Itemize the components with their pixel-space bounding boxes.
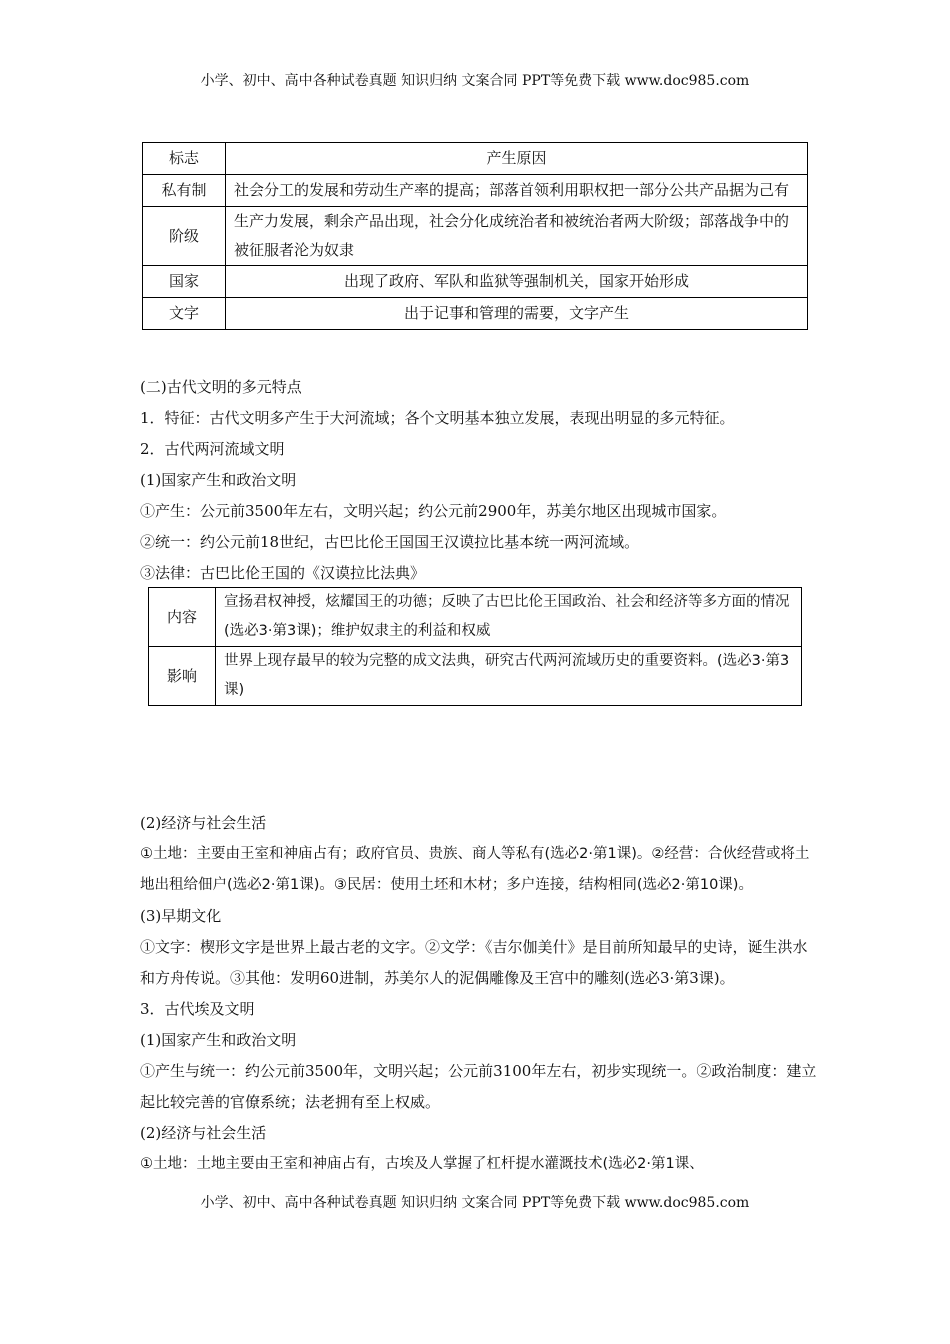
row-text: 出现了政府、军队和监狱等强制机关，国家开始形成 xyxy=(226,266,808,298)
table-row xyxy=(149,647,802,706)
paragraph: ①产生：公元前3500年左右，文明兴起；约公元前2900年，苏美尔地区出现城市国家。 xyxy=(140,502,727,520)
subsection-title: (3)早期文化 xyxy=(140,907,222,925)
row-label: 文字 xyxy=(143,298,226,330)
section-title: (二)古代文明的多元特点 xyxy=(140,378,302,396)
page-footer: 小学、初中、高中各种试卷真题 知识归纳 文案合同 PPT等免费下载 www.doc985.com xyxy=(200,1195,750,1211)
table-row xyxy=(149,588,802,647)
row-text: 宣扬君权神授，炫耀国王的功德；反映了古巴比伦王国政治、社会和经济等多方面的情况(选必3·第3课)；维护奴隶主的利益和权威 xyxy=(216,588,802,647)
subsection-title: 3．古代埃及文明 xyxy=(140,1000,255,1018)
paragraph: ①文字：楔形文字是世界上最古老的文字。②文学：《吉尔伽美什》是目前所知最早的史诗，诞生洪水和方舟传说。③其他：发明60进制，苏美尔人的泥偶雕像及王宫中的雕刻(选必3·第3课)。 xyxy=(140,938,808,987)
row-label: 阶级 xyxy=(143,207,226,266)
origin-table xyxy=(142,142,808,330)
subsection-title: (1)国家产生和政治文明 xyxy=(140,471,297,489)
table-row xyxy=(143,175,808,207)
table-header-row xyxy=(143,143,808,175)
row-label: 国家 xyxy=(143,266,226,298)
row-text: 出于记事和管理的需要，文字产生 xyxy=(226,298,808,330)
page-header: 小学、初中、高中各种试卷真题 知识归纳 文案合同 PPT等免费下载 www.doc985.com xyxy=(200,73,750,89)
row-label: 私有制 xyxy=(143,175,226,207)
table-row xyxy=(143,207,808,266)
table-row xyxy=(143,298,808,330)
subsection-title: (2)经济与社会生活 xyxy=(140,1124,267,1142)
paragraph: ②统一：约公元前18世纪，古巴比伦王国国王汉谟拉比基本统一两河流域。 xyxy=(140,533,640,551)
paragraph: ①土地：主要由王室和神庙占有；政府官员、贵族、商人等私有(选必2·第1课)。②经营：合伙经营或将土地出租给佃户(选必2·第1课)。③民居：使用土坯和木材；多户连接，结构相同(选必2·第10课)。 xyxy=(140,846,810,893)
subsection-title: 2．古代两河流域文明 xyxy=(140,440,285,458)
subsection-title: (2)经济与社会生活 xyxy=(140,814,267,832)
row-text: 社会分工的发展和劳动生产率的提高；部落首领利用职权把一部分公共产品据为己有 xyxy=(226,175,808,207)
code-table xyxy=(148,587,802,706)
paragraph: ③法律：古巴比伦王国的《汉谟拉比法典》 xyxy=(140,564,426,582)
table-header-cell: 标志 xyxy=(143,143,226,175)
subsection-title: (1)国家产生和政治文明 xyxy=(140,1031,297,1049)
table-row xyxy=(143,266,808,298)
row-text: 世界上现存最早的较为完整的成文法典，研究古代两河流域历史的重要资料。(选必3·第3课) xyxy=(216,647,802,706)
paragraph: 1．特征：古代文明多产生于大河流域；各个文明基本独立发展，表现出明显的多元特征。 xyxy=(140,409,735,427)
row-label: 内容 xyxy=(149,588,216,647)
row-label: 影响 xyxy=(149,647,216,706)
paragraph: ①土地：土地主要由王室和神庙占有，古埃及人掌握了杠杆提水灌溉技术(选必2·第1课、 xyxy=(140,1156,704,1172)
paragraph: ①产生与统一：约公元前3500年，文明兴起；公元前3100年左右，初步实现统一。②政治制度：建立起比较完善的官僚系统；法老拥有至上权威。 xyxy=(140,1062,817,1111)
table-header-cell: 产生原因 xyxy=(226,143,808,175)
body-text xyxy=(140,372,822,1180)
row-text: 生产力发展，剩余产品出现，社会分化成统治者和被统治者两大阶级；部落战争中的被征服者沦为奴隶 xyxy=(226,207,808,266)
